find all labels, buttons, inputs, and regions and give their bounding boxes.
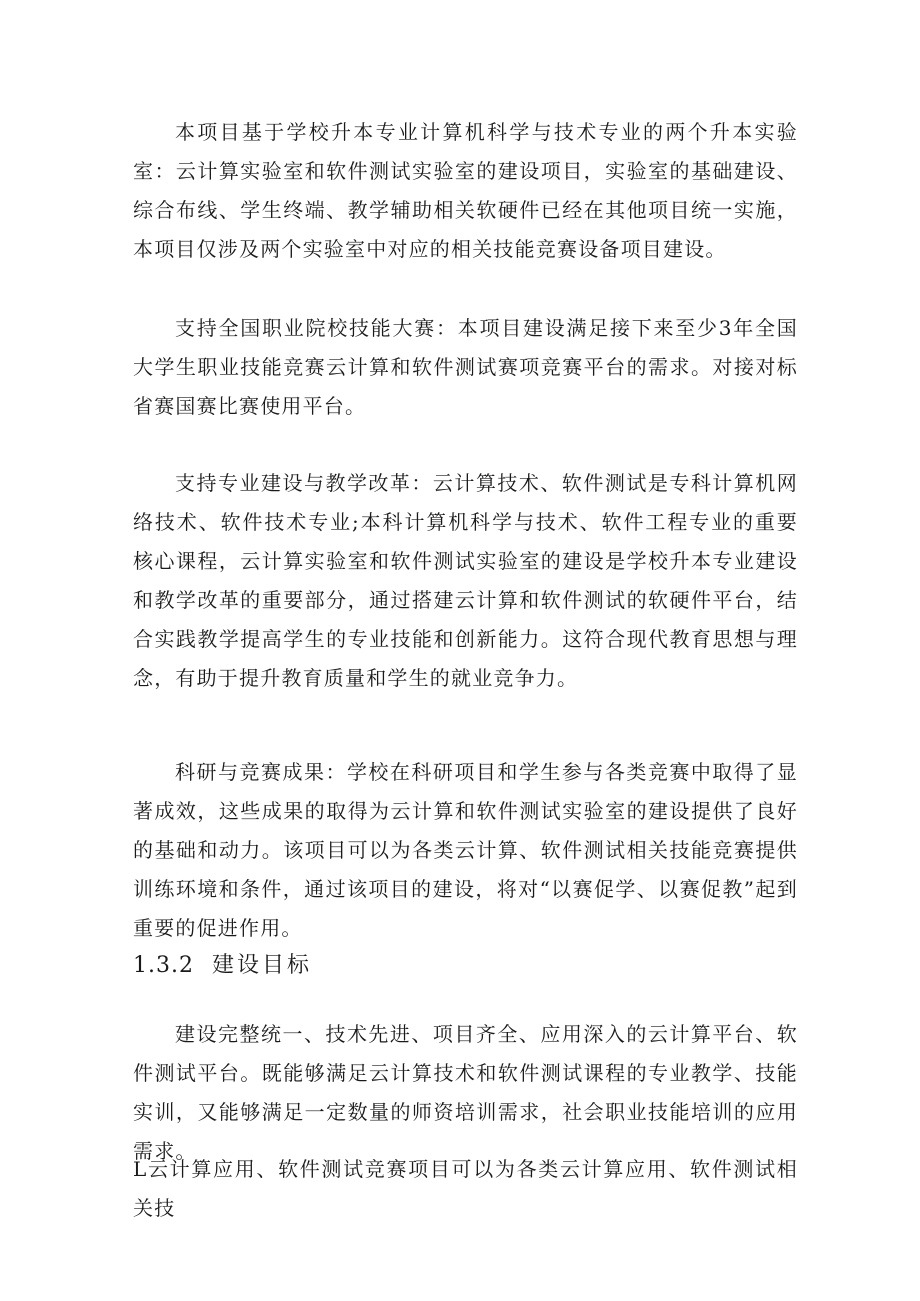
section-number: 1.3.2 [133,953,194,978]
paragraph-construction-goal: 建设完整统一、技术先进、项目齐全、应用深入的云计算平台、软件测试平台。既能够满足云计算技术和软件测试课程的专业教学、技能实训，又能够满足一定数量的师资培训需求，社会职业技能培训的应用需求。 [133,1022,798,1163]
section-heading [133,946,312,986]
section-title: 建设目标 [211,953,312,978]
paragraph-research-results: 科研与竞赛成果：学校在科研项目和学生参与各类竞赛中取得了显著成效，这些成果的取得为云计算和软件测试实验室的建设提供了良好的基础和动力。该项目可以为各类云计算、软件测试相关技能竞赛提供训练环境和条件，通过该项目的建设，将对“以赛促学、以赛促教”起到重要的促进作用。 [133,760,798,940]
paragraph-project-basis: 本项目基于学校升本专业计算机科学与技术专业的两个升本实验室：云计算实验室和软件测试实验室的建设项目，实验室的基础建设、综合布线、学生终端、教学辅助相关软硬件已经在其他项目统一实施，本项目仅涉及两个实验室中对应的相关技能竞赛设备项目建设。 [133,120,798,261]
paragraph-teaching-reform: 支持专业建设与教学改革：云计算技术、软件测试是专科计算机网络技术、软件技术专业;本科计算机科学与技术、软件工程专业的重要核心课程，云计算实验室和软件测试实验室的建设是学校升本专业建设和教学改革的重要部分，通过搭建云计算和软件测试的软硬件平台，结合实践教学提高学生的专业技能和创新能力。这符合现代教育思想与理念，有助于提升教育质量和学生的就业竞争力。 [133,471,798,690]
paragraph-competition-items: L云计算应用、软件测试竞赛项目可以为各类云计算应用、软件测试相关技 [133,1157,798,1220]
paragraph-skills-competition: 支持全国职业院校技能大赛：本项目建设满足接下来至少3年全国大学生职业技能竞赛云计算和软件测试赛项竞赛平台的需求。对接对标省赛国赛比赛使用平台。 [133,316,798,418]
